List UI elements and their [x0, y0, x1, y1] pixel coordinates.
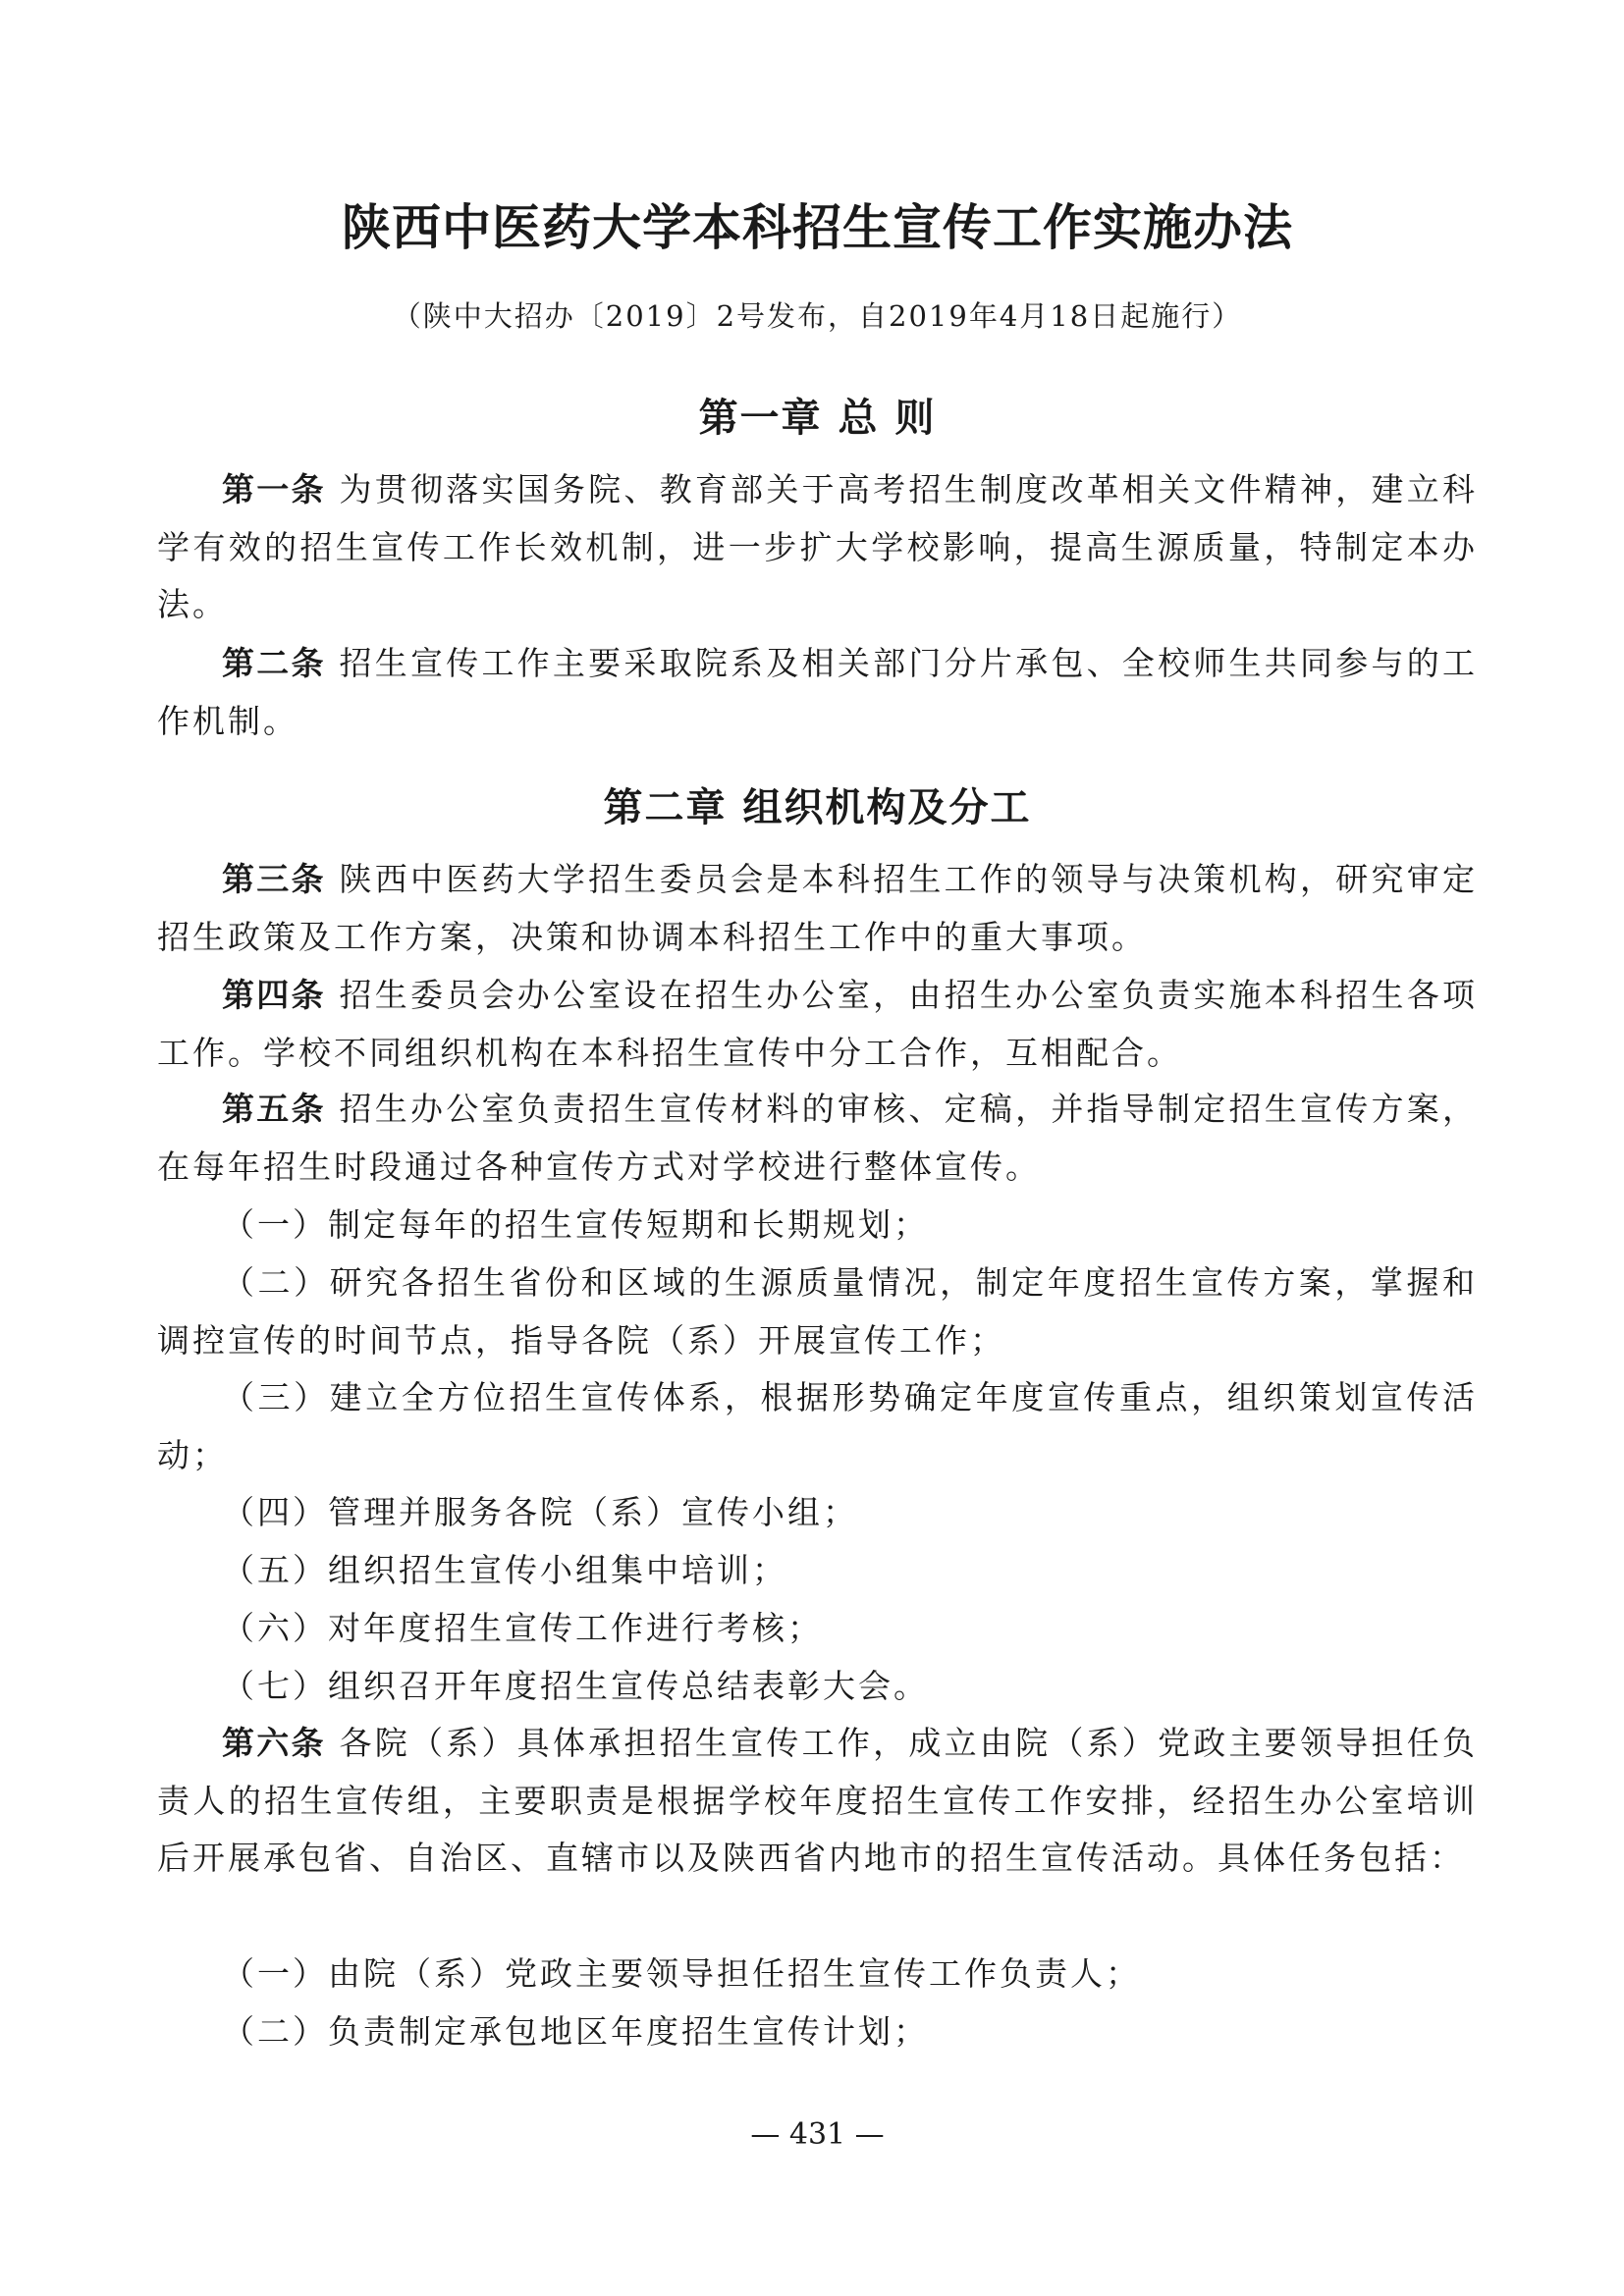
article-heading: 第五条	[222, 1090, 326, 1128]
list-item: （四）管理并服务各院（系）宣传小组；	[222, 1493, 858, 1531]
list-item: （一）制定每年的招生宣传短期和长期规划；	[222, 1205, 929, 1244]
list-item: （二）研究各招生省份和区域的生源质量情况，制定年度招生宣传方案，掌握和调控宣传的时间节点，指导各院（系）开展宣传工作；	[157, 1263, 1478, 1360]
article-paragraph	[157, 461, 1478, 634]
article-heading: 第六条	[222, 1724, 326, 1762]
article-text: 招生委员会办公室设在招生办公室，由招生办公室负责实施本科招生各项工作。学校不同组织机构在本科招生宣传中分工合作，互相配合。	[157, 976, 1478, 1072]
article-paragraph	[157, 851, 1478, 966]
list-item: （七）组织召开年度招生宣传总结表彰大会。	[222, 1667, 929, 1705]
document-page	[157, 0, 1478, 2296]
article-text: 招生宣传工作主要采取院系及相关部门分片承包、全校师生共同参与的工作机制。	[157, 644, 1478, 740]
article-heading: 第二条	[222, 644, 326, 682]
list-item: （三）建立全方位招生宣传体系，根据形势确定年度宣传重点，组织策划宣传活动；	[157, 1378, 1478, 1474]
page-number: — 431 —	[750, 2117, 885, 2152]
article-paragraph	[157, 635, 1478, 750]
list-item: （六）对年度招生宣传工作进行考核；	[222, 1609, 823, 1647]
article-paragraph	[157, 1081, 1478, 1196]
list-item: （一）由院（系）党政主要领导担任招生宣传工作负责人；	[222, 1954, 1141, 1993]
article-text: 为贯彻落实国务院、教育部关于高考招生制度改革相关文件精神，建立科学有效的招生宣传工作长效机制，进一步扩大学校影响，提高生源质量，特制定本办法。	[157, 470, 1478, 623]
article-heading: 第四条	[222, 976, 326, 1014]
list-item: （五）组织招生宣传小组集中培训；	[222, 1551, 787, 1589]
article-heading: 第三条	[222, 860, 326, 898]
list-item: （二）负责制定承包地区年度招生宣传计划；	[222, 2012, 929, 2051]
article-text: 招生办公室负责招生宣传材料的审核、定稿，并指导制定招生宣传方案，在每年招生时段通过各种宣传方式对学校进行整体宣传。	[157, 1090, 1478, 1186]
chapter-heading: 第二章 组织机构及分工	[603, 785, 1032, 830]
document-title: 陕西中医药大学本科招生宣传工作实施办法	[342, 198, 1293, 256]
article-text: 陕西中医药大学招生委员会是本科招生工作的领导与决策机构，研究审定招生政策及工作方案，决策和协调本科招生工作中的重大事项。	[157, 860, 1478, 956]
document-subtitle: （陕中大招办〔2019〕2号发布，自2019年4月18日起施行）	[392, 299, 1243, 333]
article-paragraph	[157, 967, 1478, 1082]
article-text: 各院（系）具体承担招生宣传工作，成立由院（系）党政主要领导担任负责人的招生宣传组，主要职责是根据学校年度招生宣传工作安排，经招生办公室培训后开展承包省、自治区、直辖市以及陕西省内地市的招生宣传活动。具体任务包括：	[157, 1724, 1478, 1877]
chapter-heading: 第一章 总 则	[698, 396, 937, 441]
article-heading: 第一条	[222, 470, 326, 508]
article-paragraph	[157, 1715, 1478, 1888]
